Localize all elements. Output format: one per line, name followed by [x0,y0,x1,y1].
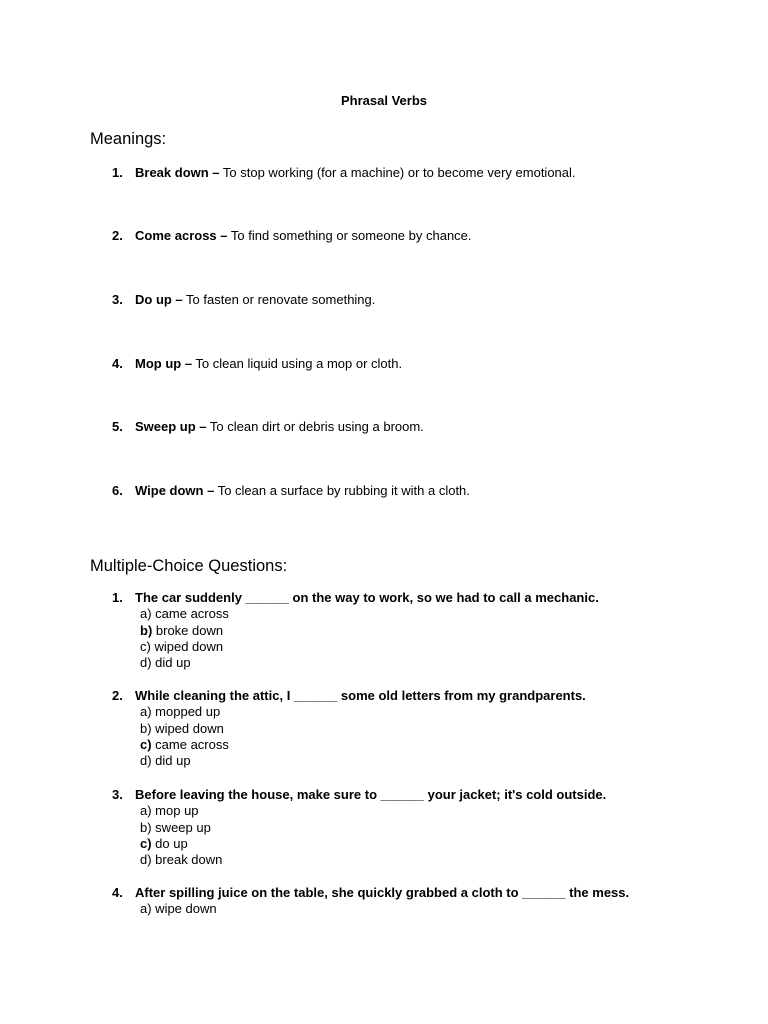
answer-options [112,901,629,917]
meaning-definition: To clean liquid using a mop or cloth. [192,356,403,371]
option-letter: d) [140,852,152,868]
answer-option [140,704,586,720]
option-letter: d) [140,655,152,671]
item-number: 4. [112,885,123,900]
option-letter: d) [140,753,152,769]
answer-option [140,737,586,753]
answer-option [140,753,586,769]
meaning-item [112,419,424,435]
answer-option [140,803,606,819]
item-number: 1. [112,165,123,180]
item-number: 1. [112,590,123,605]
question-item [112,885,629,918]
answer-options [112,606,599,671]
answer-option [140,639,599,655]
question-item [112,688,586,769]
option-letter: a) [140,704,152,720]
option-text: mopped up [151,704,221,720]
question-text: Before leaving the house, make sure to ______ your jacket; it's cold outside. [135,787,607,802]
answer-options [112,704,586,769]
document-title: Phrasal Verbs [341,93,427,108]
option-letter: b) [140,819,152,835]
option-letter: b) [140,720,152,736]
answer-option [140,852,606,868]
item-number: 3. [112,787,123,802]
option-letter-correct: b) [140,622,153,638]
meaning-item [112,228,472,244]
meaning-item [112,165,576,181]
meaning-item [112,483,470,499]
meaning-item [112,292,375,308]
answer-option [140,901,629,917]
meaning-term: Mop up – [135,356,193,371]
meaning-term: Break down – [135,165,220,180]
question-text: After spilling juice on the table, she quickly grabbed a cloth to ______ the mess. [135,885,630,900]
question-text: The car suddenly ______ on the way to work, so we had to call a mechanic. [135,590,599,605]
meaning-item [112,356,402,372]
answer-option [140,655,599,671]
option-text: do up [151,835,188,851]
meaning-definition: To find something or someone by chance. [227,228,472,243]
meaning-definition: To clean a surface by rubbing it with a cloth. [214,483,470,498]
option-text: came across [151,736,229,752]
meaning-definition: To clean dirt or debris using a broom. [206,419,424,434]
answer-options [112,803,606,868]
item-number: 6. [112,483,123,498]
option-letter: c) [140,638,151,654]
answer-option [140,820,606,836]
meanings-heading: Meanings: [90,130,167,148]
option-letter: a) [140,606,152,622]
meaning-term: Sweep up – [135,419,207,434]
meaning-term: Wipe down – [135,483,215,498]
option-letter: a) [140,901,152,917]
answer-option [140,836,606,852]
option-text: did up [151,655,191,671]
meaning-term: Come across – [135,228,228,243]
meaning-definition: To stop working (for a machine) or to become very emotional. [219,165,576,180]
option-letter-correct: c) [140,835,152,851]
option-text: did up [151,753,191,769]
meaning-definition: To fasten or renovate something. [182,292,376,307]
answer-option [140,623,599,639]
item-number: 4. [112,356,123,371]
answer-option [140,606,599,622]
option-text: broke down [152,622,224,638]
answer-option [140,721,586,737]
item-number: 3. [112,292,123,307]
question-item [112,787,606,868]
option-text: came across [151,606,229,622]
option-text: break down [151,852,223,868]
option-text: wiped down [151,720,224,736]
option-letter: a) [140,803,152,819]
option-text: sweep up [151,819,211,835]
question-item [112,590,599,671]
item-number: 2. [112,228,123,243]
question-text: While cleaning the attic, I ______ some old letters from my grandparents. [135,688,586,703]
option-text: wiped down [150,638,224,654]
option-letter-correct: c) [140,736,152,752]
item-number: 2. [112,688,123,703]
item-number: 5. [112,419,123,434]
option-text: mop up [151,803,199,819]
meaning-term: Do up – [135,292,183,307]
option-text: wipe down [151,901,217,917]
mcq-heading: Multiple-Choice Questions: [90,557,288,575]
